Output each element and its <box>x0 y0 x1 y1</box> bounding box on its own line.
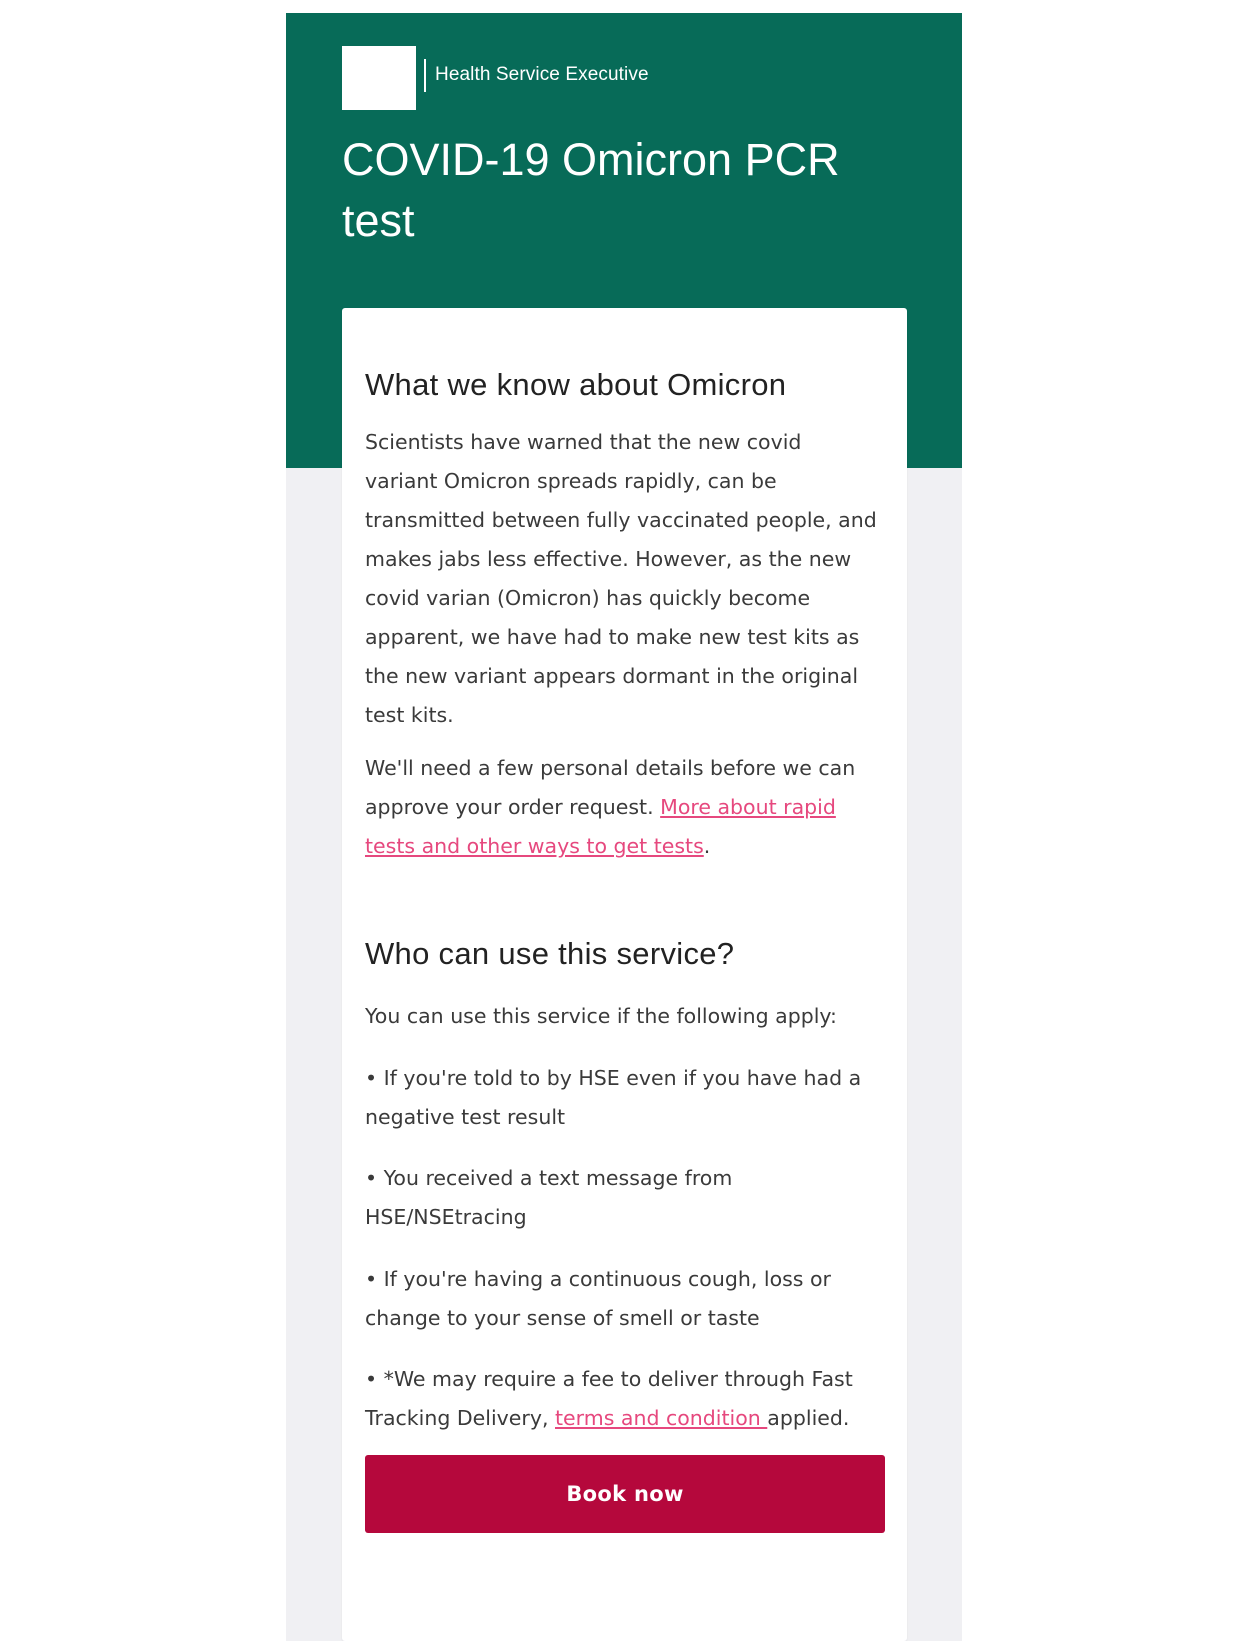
omicron-heading: What we know about Omicron <box>365 367 787 402</box>
terms-link[interactable]: terms and condition <box>555 1406 768 1430</box>
org-name: Health Service Executive <box>435 64 649 85</box>
logo-divider <box>424 59 426 92</box>
content-card <box>342 308 907 1641</box>
more-about-tests-link[interactable]: More about rapid tests and other ways to get tests <box>365 795 836 858</box>
page-title: COVID-19 Omicron PCR test <box>342 134 840 246</box>
page-container <box>286 13 962 1641</box>
eligibility-bullet-1: • If you're told to by HSE even if you have had a negative test result <box>365 1066 862 1129</box>
hse-logo <box>342 46 416 110</box>
details-text: We'll need a few personal details before we can approve your order request. <box>365 756 856 819</box>
omicron-intro-text: Scientists have warned that the new covid variant Omicron spreads rapidly, can be transmitted between fully vaccinated people, and makes jabs less effective. However, as the new covid varian (Omicron) has quickly become apparent, we have had to make new test kits as the new variant appears dormant in the original test kits. <box>365 430 877 727</box>
bullet-4-text: • *We may require a fee to deliver through Fast Tracking Delivery, <box>365 1367 853 1430</box>
details-paragraph <box>365 749 877 866</box>
book-now-button[interactable]: Book now <box>365 1455 885 1533</box>
eligibility-bullet-3: • If you're having a continuous cough, loss or change to your sense of smell or taste <box>365 1267 831 1330</box>
eligibility-bullet-2: • You received a text message from HSE/NSEtracing <box>365 1166 733 1229</box>
eligibility-bullet-4 <box>365 1360 877 1438</box>
eligibility-intro: You can use this service if the following apply: <box>365 1004 837 1028</box>
details-end: . <box>703 834 711 858</box>
bullet-4-end: applied. <box>767 1406 850 1430</box>
eligibility-heading: Who can use this service? <box>365 936 735 971</box>
